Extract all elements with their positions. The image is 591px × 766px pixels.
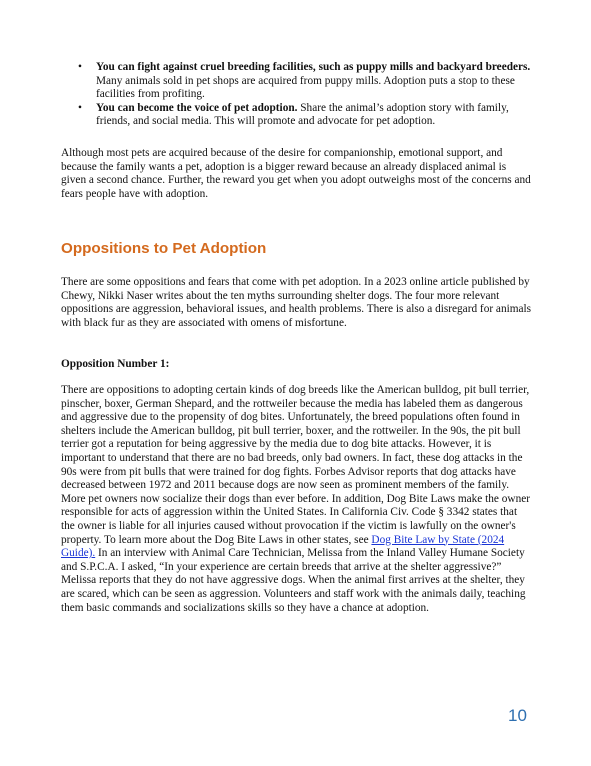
bullet-item <box>66 102 536 129</box>
bullet-text: Share the animal’s adoption story with family, friends, and social media. This will promote and advocate for pet adoption. <box>96 101 509 128</box>
bullet-bold-text: You can fight against cruel breeding facilities, such as puppy mills and backyard breeders. <box>96 61 531 73</box>
bullet-dot-icon: • <box>78 61 82 73</box>
page-number: 10 <box>508 706 527 725</box>
bullet-text: Many animals sold in pet shops are acquired from puppy mills. Adoption puts a stop to these facilities from profiting. <box>96 74 515 101</box>
opposition-body-paragraph <box>61 384 533 615</box>
bullet-dot-icon: • <box>78 101 82 114</box>
bullet-bold-text: You can become the voice of pet adoption. <box>96 101 298 114</box>
benefits-bullet-list <box>66 61 536 129</box>
dog-bite-law-link[interactable]: Dog Bite Law by State (2024 Guide). <box>61 533 505 560</box>
body-text-after-link: In an interview with Animal Care Technician, Melissa from the Inland Valley Humane Society and S.P.C.A. I asked, “In your experience are certain breeds that arrive at the shelter aggressive?” Melissa reports that they do not have aggressive dogs. When the animal first arrives at the shelter, they are scared, which can be seen as aggression. Volunteers and staff work with the animals daily, teaching them basic commands and socializations skills so they have a chance at adoption. <box>61 547 526 614</box>
section-paragraph: There are some oppositions and fears that come with pet adoption. In a 2023 online article published by Chewy, Nikki Naser writes about the ten myths surrounding shelter dogs. The four more relevant oppositions are aggression, behavioral issues, and health problems. There is also a disregard for animals with black fur as they are associated with omens of misfortune. <box>61 276 532 329</box>
body-text-before-link: There are oppositions to adopting certain kinds of dog breeds like the American bulldog, pit bull terrier, pinscher, boxer, German Shepard, and the rottweiler because the media has labeled them as dangerous and aggressive due to the propensity of dog bites. Unfortunately, the breed populations often found in shelters include the American bulldog, pit bull terrier, boxer, and the rottweiler. In the 90s, the pit bull terrier got a reputation for being aggressive by the media due to dog bite attacks. However, it is important to understand that there are no bad breeds, only bad owners. In fact, these dog attacks in the 90s were from pit bulls that were trained for dog fights. Forbes Advisor reports that dog attacks have decreased between 1972 and 2011 because dogs are now seen as prominent members of the family. More pet owners now socialize their dogs than ever before. In addition, Dog Bite Laws make the owner responsible for acts of aggression within the United States. In California Civ. Code § 3342 states that the owner is liable for all injuries caused without provocation if the victim is lawfully on the owner's property. To learn more about the Dog Bite Laws in other states, see <box>61 384 530 546</box>
section-heading: Oppositions to Pet Adoption <box>61 240 267 257</box>
intro-paragraph: Although most pets are acquired because of the desire for companionship, emotional support, and because the family wants a pet, adoption is a bigger reward because an already displaced animal is given a second chance. Further, the reward you get when you adopt outweighs most of the concerns and fears people have with adoption. <box>61 147 531 200</box>
subheading: Opposition Number 1: <box>61 358 170 370</box>
bullet-item <box>66 61 536 102</box>
